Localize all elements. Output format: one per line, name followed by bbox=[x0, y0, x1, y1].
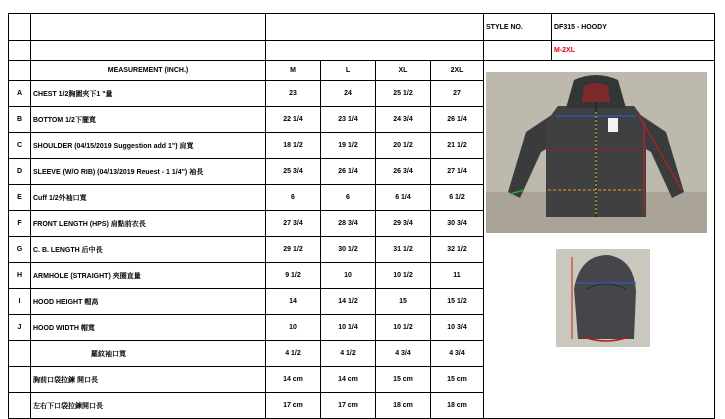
measurement-title: MEASUREMENT (INCH.) bbox=[31, 61, 266, 81]
row-code bbox=[9, 367, 31, 393]
row-value: 27 1/4 bbox=[431, 159, 484, 185]
row-value: 17 cm bbox=[266, 393, 321, 419]
row-value: 15 cm bbox=[431, 367, 484, 393]
row-value: 31 1/2 bbox=[376, 237, 431, 263]
row-value: 29 3/4 bbox=[376, 211, 431, 237]
row-value: 15 1/2 bbox=[431, 289, 484, 315]
row-value: 14 cm bbox=[266, 367, 321, 393]
row-label: FRONT LENGTH (HPS) 肩點前衣長 bbox=[31, 211, 266, 237]
row-value: 23 bbox=[266, 81, 321, 107]
row-value: 9 1/2 bbox=[266, 263, 321, 289]
row-code bbox=[9, 393, 31, 419]
size-header: XL bbox=[376, 61, 431, 81]
size-header: L bbox=[321, 61, 376, 81]
row-value: 25 3/4 bbox=[266, 159, 321, 185]
hood-photo bbox=[556, 249, 650, 347]
style-no-label: STYLE NO. bbox=[484, 14, 552, 41]
row-code: G bbox=[9, 237, 31, 263]
row-value: 4 3/4 bbox=[431, 341, 484, 367]
row-value: 24 bbox=[321, 81, 376, 107]
row-value: 32 1/2 bbox=[431, 237, 484, 263]
row-code: I bbox=[9, 289, 31, 315]
row-value: 25 1/2 bbox=[376, 81, 431, 107]
row-value: 10 1/4 bbox=[321, 315, 376, 341]
row-code: F bbox=[9, 211, 31, 237]
row-value: 23 1/4 bbox=[321, 107, 376, 133]
row-code: J bbox=[9, 315, 31, 341]
row-code bbox=[9, 341, 31, 367]
row-value: 6 bbox=[266, 185, 321, 211]
row-value: 30 3/4 bbox=[431, 211, 484, 237]
row-label: HOOD WIDTH 帽寬 bbox=[31, 315, 266, 341]
row-code: D bbox=[9, 159, 31, 185]
row-value: 26 1/4 bbox=[321, 159, 376, 185]
row-label: 胸前口袋拉鍊 開口長 bbox=[31, 367, 266, 393]
row-value: 10 3/4 bbox=[431, 315, 484, 341]
row-label: 羅紋袖口寬 bbox=[31, 341, 266, 367]
row-value: 27 3/4 bbox=[266, 211, 321, 237]
row-value: 10 1/2 bbox=[376, 315, 431, 341]
row-value: 18 cm bbox=[376, 393, 431, 419]
row-value: 18 1/2 bbox=[266, 133, 321, 159]
row-value: 27 bbox=[431, 81, 484, 107]
row-code: B bbox=[9, 107, 31, 133]
row-label: C. B. LENGTH 后中長 bbox=[31, 237, 266, 263]
jacket-photo bbox=[486, 72, 707, 233]
jacket-illustration bbox=[486, 72, 707, 233]
size-range: M-2XL bbox=[552, 41, 715, 61]
row-value: 26 3/4 bbox=[376, 159, 431, 185]
row-value: 6 1/4 bbox=[376, 185, 431, 211]
row-value: 10 bbox=[321, 263, 376, 289]
row-code: H bbox=[9, 263, 31, 289]
row-value: 10 bbox=[266, 315, 321, 341]
row-value: 17 cm bbox=[321, 393, 376, 419]
row-value: 10 1/2 bbox=[376, 263, 431, 289]
row-value: 20 1/2 bbox=[376, 133, 431, 159]
size-header: M bbox=[266, 61, 321, 81]
row-value: 6 1/2 bbox=[431, 185, 484, 211]
row-label: 左右下口袋拉鍊開口長 bbox=[31, 393, 266, 419]
row-label: CHEST 1/2胸圍夾下1 "量 bbox=[31, 81, 266, 107]
row-code: A bbox=[9, 81, 31, 107]
row-value: 14 1/2 bbox=[321, 289, 376, 315]
row-label: ARMHOLE (STRAIGHT) 夾圈直量 bbox=[31, 263, 266, 289]
row-value: 26 1/4 bbox=[431, 107, 484, 133]
row-label: HOOD HEIGHT 帽高 bbox=[31, 289, 266, 315]
row-value: 4 1/2 bbox=[321, 341, 376, 367]
row-label: SHOULDER (04/15/2019 Suggestion add 1") 肩寬 bbox=[31, 133, 266, 159]
row-value: 11 bbox=[431, 263, 484, 289]
row-value: 30 1/2 bbox=[321, 237, 376, 263]
row-value: 19 1/2 bbox=[321, 133, 376, 159]
row-value: 14 cm bbox=[321, 367, 376, 393]
hood-illustration bbox=[556, 249, 650, 347]
row-value: 15 cm bbox=[376, 367, 431, 393]
row-label: BOTTOM 1/2下擺寬 bbox=[31, 107, 266, 133]
row-label: Cuff 1/2外袖口寬 bbox=[31, 185, 266, 211]
size-header: 2XL bbox=[431, 61, 484, 81]
row-value: 29 1/2 bbox=[266, 237, 321, 263]
style-no-value: DF315 - HOODY bbox=[552, 14, 715, 41]
row-code: E bbox=[9, 185, 31, 211]
row-code: C bbox=[9, 133, 31, 159]
row-value: 4 1/2 bbox=[266, 341, 321, 367]
row-value: 24 3/4 bbox=[376, 107, 431, 133]
row-value: 14 bbox=[266, 289, 321, 315]
row-value: 6 bbox=[321, 185, 376, 211]
row-value: 18 cm bbox=[431, 393, 484, 419]
row-value: 28 3/4 bbox=[321, 211, 376, 237]
row-value: 21 1/2 bbox=[431, 133, 484, 159]
row-value: 4 3/4 bbox=[376, 341, 431, 367]
row-value: 15 bbox=[376, 289, 431, 315]
row-value: 22 1/4 bbox=[266, 107, 321, 133]
row-label: SLEEVE (W/O RIB) (04/13/2019 Reuest - 1 1/4") 袖長 bbox=[31, 159, 266, 185]
